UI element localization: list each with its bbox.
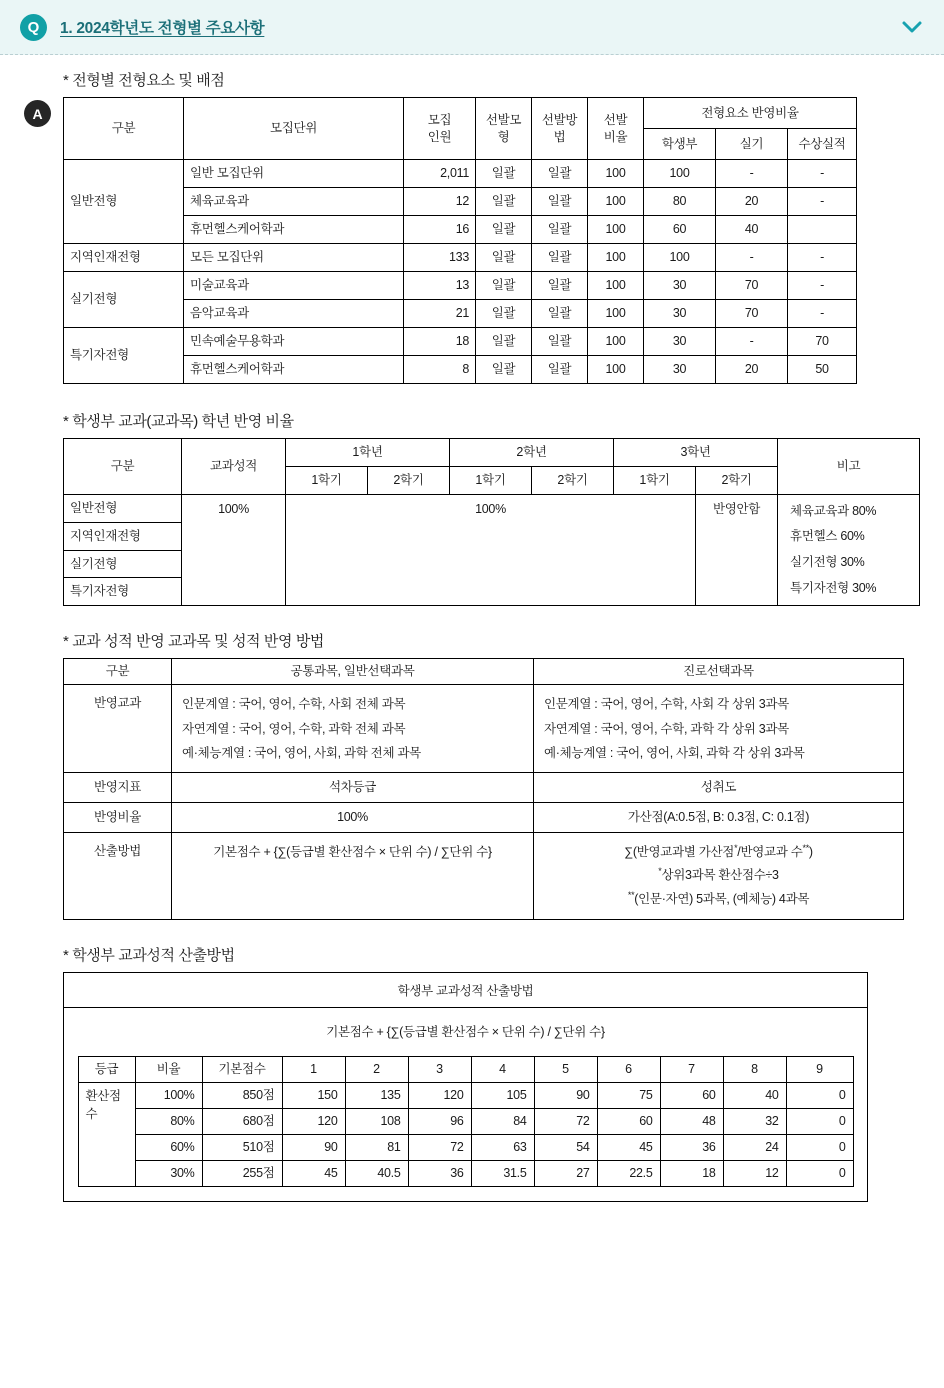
section2-title: * 학생부 교과(교과목) 학년 반영 비율 [63, 413, 294, 430]
table-row [78, 1134, 853, 1160]
remark-line: 실기전형 30% [790, 555, 865, 569]
th-quota [404, 98, 476, 160]
subject-line: 인문계열 : 국어, 영어, 수학, 사회 전체 과목 [182, 697, 406, 712]
section-admission-factors [63, 69, 918, 384]
answer-badge: A [24, 100, 51, 127]
formula-line-2 [658, 868, 778, 882]
cell-score: 36 [660, 1134, 723, 1160]
cell-ratio: 100 [588, 188, 644, 216]
th-rank-4: 4 [471, 1056, 534, 1082]
question-header-bar[interactable] [0, 0, 944, 55]
cell-base-score: 680점 [202, 1108, 282, 1134]
cell-row-label: 반영비율 [64, 803, 172, 833]
th-g3-sem1: 1학기 [614, 466, 696, 494]
cell-score: 54 [534, 1134, 597, 1160]
cell-unit: 음악교육과 [184, 300, 404, 328]
cell-score: 63 [471, 1134, 534, 1160]
th-grade-2: 2학년 [450, 439, 614, 467]
cell-quota: 2,011 [404, 160, 476, 188]
cell-quota: 8 [404, 356, 476, 384]
cell-score: 40 [723, 1082, 786, 1108]
cell-model: 일괄 [476, 328, 532, 356]
formula-part: ∑(반영교과별 가산점 [624, 845, 735, 860]
table-row [64, 494, 920, 522]
cell-ratio: 30% [135, 1160, 202, 1186]
cell-score: 108 [345, 1108, 408, 1134]
formula-sup: * [658, 866, 662, 877]
subject-line: 인문계열 : 국어, 영어, 수학, 사회 각 상위 3과목 [544, 697, 789, 712]
cell-score: 40.5 [345, 1160, 408, 1186]
th-common-subjects: 공통과목, 일반선택과목 [172, 659, 534, 685]
cell-unit: 미술교육과 [184, 272, 404, 300]
th-rank-2: 2 [345, 1056, 408, 1082]
cell-common-formula: 기본점수 + {∑(등급별 환산점수 × 단위 수) / ∑단위 수} [172, 833, 534, 919]
cell-school: 30 [644, 356, 716, 384]
cell-school: 30 [644, 272, 716, 300]
th-rank-9: 9 [786, 1056, 853, 1082]
th-award: 수상실적 [788, 129, 857, 160]
cell-quota: 16 [404, 216, 476, 244]
cell-award: - [788, 244, 857, 272]
cell-school: 100 [644, 244, 716, 272]
cell-score: 90 [282, 1134, 345, 1160]
cell-career-formula [534, 833, 904, 919]
th-career-subjects: 진로선택과목 [534, 659, 904, 685]
formula-line-3 [627, 889, 810, 906]
cell-row-label: 환산점수 [78, 1082, 135, 1186]
th-g2-sem1: 1학기 [450, 466, 532, 494]
cell-type-label: 지역인재전형 [64, 522, 182, 550]
question-badge: Q [20, 14, 47, 41]
cell-practical: 20 [716, 356, 788, 384]
cell-practical: 20 [716, 188, 788, 216]
cell-model: 일괄 [476, 216, 532, 244]
th-gubun: 구분 [64, 659, 172, 685]
cell-gubun: 지역인재전형 [64, 244, 184, 272]
cell-model: 일괄 [476, 244, 532, 272]
cell-method: 일괄 [532, 160, 588, 188]
subject-line: 예·체능계열 : 국어, 영어, 사회, 과학 전체 과목 [182, 745, 421, 760]
formula-part: ) [808, 845, 813, 860]
cell-score: 72 [534, 1108, 597, 1134]
cell-score: 81 [345, 1134, 408, 1160]
table-header-row [78, 1056, 853, 1082]
table-admission-factors [63, 97, 857, 384]
cell-score: 24 [723, 1134, 786, 1160]
cell-quota: 18 [404, 328, 476, 356]
cell-practical: - [716, 244, 788, 272]
cell-school: 30 [644, 328, 716, 356]
cell-quota: 12 [404, 188, 476, 216]
cell-method: 일괄 [532, 328, 588, 356]
remark-line: 특기자전형 30% [790, 580, 877, 595]
cell-career-indicator: 성취도 [534, 773, 904, 803]
cell-model: 일괄 [476, 188, 532, 216]
cell-quota: 133 [404, 244, 476, 272]
cell-base-score: 255점 [202, 1160, 282, 1186]
cell-score: 27 [534, 1160, 597, 1186]
cell-unit: 일반 모집단위 [184, 160, 404, 188]
formula-line-1 [624, 845, 813, 859]
th-model-line2: 형 [497, 129, 510, 144]
cell-row-label: 반영지표 [64, 773, 172, 803]
cell-award: - [788, 160, 857, 188]
cell-award: - [788, 272, 857, 300]
cell-ratio: 100% [135, 1082, 202, 1108]
th-grade: 등급 [78, 1056, 135, 1082]
cell-school: 30 [644, 300, 716, 328]
cell-practical: 40 [716, 216, 788, 244]
table-row [64, 272, 857, 300]
cell-score: 84 [471, 1108, 534, 1134]
th-g1-sem1: 1학기 [286, 466, 368, 494]
cell-ratio: 60% [135, 1134, 202, 1160]
cell-score: 22.5 [597, 1160, 660, 1186]
th-rank-3: 3 [408, 1056, 471, 1082]
cell-score: 105 [471, 1082, 534, 1108]
table-row [78, 1082, 853, 1108]
cell-gubun: 특기자전형 [64, 328, 184, 384]
formula-sup: ** [802, 843, 809, 854]
cell-merged-ratio: 100% [286, 494, 696, 606]
subject-line: 자연계열 : 국어, 영어, 수학, 과학 각 상위 3과목 [544, 721, 789, 736]
cell-score: 0 [786, 1134, 853, 1160]
table-score-conversion [78, 1056, 854, 1187]
th-practical: 실기 [716, 129, 788, 160]
table-row [64, 685, 904, 773]
th-g1-sem2: 2학기 [368, 466, 450, 494]
cell-score: 120 [408, 1082, 471, 1108]
formula-part: (인문·자연) 5과목, (예체능) 4과목 [634, 891, 810, 906]
th-subject-score: 교과성적 [182, 439, 286, 495]
subject-line: 예·체능계열 : 국어, 영어, 사회, 과학 각 상위 3과목 [544, 745, 805, 760]
cell-score: 0 [786, 1108, 853, 1134]
table-subject-method [63, 658, 904, 919]
cell-quota: 13 [404, 272, 476, 300]
cell-award: - [788, 188, 857, 216]
table-header-row [64, 98, 857, 129]
cell-award [788, 216, 857, 244]
cell-base-score: 510점 [202, 1134, 282, 1160]
cell-ratio: 80% [135, 1108, 202, 1134]
cell-model: 일괄 [476, 272, 532, 300]
cell-score: 60 [597, 1108, 660, 1134]
cell-school: 60 [644, 216, 716, 244]
th-rank-5: 5 [534, 1056, 597, 1082]
cell-score: 45 [282, 1160, 345, 1186]
chevron-down-icon[interactable] [900, 15, 924, 39]
th-ratio: 비율 [135, 1056, 202, 1082]
th-gubun: 구분 [64, 439, 182, 495]
cell-score: 150 [282, 1082, 345, 1108]
cell-unit: 민속예술무용학과 [184, 328, 404, 356]
cell-ratio: 100 [588, 356, 644, 384]
cell-school: 100 [644, 160, 716, 188]
cell-score: 60 [660, 1082, 723, 1108]
section-grade-reflection-ratio [63, 410, 918, 606]
th-school-record: 학생부 [644, 129, 716, 160]
cell-common-indicator: 석차등급 [172, 773, 534, 803]
th-base-score: 기본점수 [202, 1056, 282, 1082]
section4-title: * 학생부 교과성적 산출방법 [63, 946, 235, 964]
th-method [532, 98, 588, 160]
th-ratio [588, 98, 644, 160]
answer-content [0, 55, 944, 1222]
cell-common-ratio: 100% [172, 803, 534, 833]
cell-model: 일괄 [476, 300, 532, 328]
cell-ratio: 100 [588, 272, 644, 300]
remark-line: 체육교육과 80% [790, 503, 877, 518]
table-row [64, 328, 857, 356]
cell-score: 120 [282, 1108, 345, 1134]
cell-score: 0 [786, 1082, 853, 1108]
cell-method: 일괄 [532, 216, 588, 244]
th-unit: 모집단위 [184, 98, 404, 160]
section1-title: * 전형별 전형요소 및 배점 [63, 72, 225, 89]
section3-title: * 교과 성적 반영 교과목 및 성적 반영 방법 [63, 633, 325, 651]
th-quota-line1: 모집 [427, 112, 452, 127]
cell-gubun: 일반전형 [64, 160, 184, 244]
cell-score: 18 [660, 1160, 723, 1186]
section-score-conversion [63, 944, 918, 1202]
cell-practical: - [716, 160, 788, 188]
cell-type-label: 특기자전형 [64, 578, 182, 606]
cell-base-score: 850점 [202, 1082, 282, 1108]
table-row [64, 160, 857, 188]
cell-award: 50 [788, 356, 857, 384]
cell-ratio: 100 [588, 244, 644, 272]
section-subject-grade-method [63, 630, 918, 919]
cell-unit: 체육교육과 [184, 188, 404, 216]
cell-method: 일괄 [532, 356, 588, 384]
cell-ratio: 100 [588, 328, 644, 356]
cell-subject-score: 100% [182, 494, 286, 606]
subject-line: 자연계열 : 국어, 영어, 수학, 과학 전체 과목 [182, 721, 406, 736]
cell-ratio: 100 [588, 160, 644, 188]
cell-quota: 21 [404, 300, 476, 328]
formula-part: 상위3과목 환산점수÷3 [661, 868, 779, 883]
cell-score: 90 [534, 1082, 597, 1108]
cell-unit: 휴먼헬스케어학과 [184, 356, 404, 384]
score-box-title: 학생부 교과성적 산출방법 [64, 973, 867, 1008]
cell-score: 31.5 [471, 1160, 534, 1186]
cell-score: 12 [723, 1160, 786, 1186]
th-model-line1: 선발모 [485, 112, 522, 127]
cell-ratio: 100 [588, 300, 644, 328]
cell-type-label: 실기전형 [64, 550, 182, 578]
th-ratio-line1: 선발 [603, 112, 628, 127]
cell-score: 0 [786, 1160, 853, 1186]
formula-sup: * [734, 843, 738, 854]
cell-score: 135 [345, 1082, 408, 1108]
cell-practical: 70 [716, 300, 788, 328]
table-row [64, 803, 904, 833]
cell-method: 일괄 [532, 272, 588, 300]
cell-method: 일괄 [532, 300, 588, 328]
cell-row-label: 산출방법 [64, 833, 172, 919]
th-quota-line2: 인원 [427, 129, 452, 144]
th-rank-6: 6 [597, 1056, 660, 1082]
cell-grade3-sem2: 반영안함 [696, 494, 778, 606]
th-method-line1: 선발방 [541, 112, 578, 127]
cell-common-subjects [172, 685, 534, 773]
cell-score: 36 [408, 1160, 471, 1186]
th-method-line2: 법 [553, 129, 566, 144]
th-remark: 비고 [778, 439, 920, 495]
cell-unit: 모든 모집단위 [184, 244, 404, 272]
table-row [78, 1160, 853, 1186]
th-g3-sem2: 2학기 [696, 466, 778, 494]
cell-score: 72 [408, 1134, 471, 1160]
th-rank-1: 1 [282, 1056, 345, 1082]
th-factor-group: 전형요소 반영비율 [644, 98, 857, 129]
cell-model: 일괄 [476, 356, 532, 384]
cell-model: 일괄 [476, 160, 532, 188]
cell-gubun: 실기전형 [64, 272, 184, 328]
cell-score: 48 [660, 1108, 723, 1134]
cell-career-ratio: 가산점(A:0.5점, B: 0.3점, C: 0.1점) [534, 803, 904, 833]
table-header-row [64, 659, 904, 685]
cell-method: 일괄 [532, 244, 588, 272]
table-header-row [64, 439, 920, 467]
cell-score: 75 [597, 1082, 660, 1108]
table-row [64, 773, 904, 803]
cell-practical: 70 [716, 272, 788, 300]
cell-type-label: 일반전형 [64, 494, 182, 522]
th-model [476, 98, 532, 160]
cell-award: 70 [788, 328, 857, 356]
th-grade-3: 3학년 [614, 439, 778, 467]
remark-line: 휴먼헬스 60% [790, 529, 865, 544]
cell-remarks [778, 494, 920, 606]
cell-ratio: 100 [588, 216, 644, 244]
table-row [78, 1108, 853, 1134]
cell-unit: 휴먼헬스케어학과 [184, 216, 404, 244]
cell-school: 80 [644, 188, 716, 216]
cell-row-label: 반영교과 [64, 685, 172, 773]
cell-score: 32 [723, 1108, 786, 1134]
th-grade-1: 1학년 [286, 439, 450, 467]
th-gubun: 구분 [64, 98, 184, 160]
th-ratio-line2: 비율 [603, 129, 628, 144]
th-g2-sem2: 2학기 [532, 466, 614, 494]
cell-method: 일괄 [532, 188, 588, 216]
formula-part: /반영교과 수 [737, 845, 803, 860]
table-grade-reflection [63, 438, 920, 606]
table-row [64, 244, 857, 272]
table-row [64, 833, 904, 919]
question-title[interactable]: 1. 2024학년도 전형별 주요사항 [60, 20, 265, 37]
cell-career-subjects [534, 685, 904, 773]
cell-award: - [788, 300, 857, 328]
th-rank-8: 8 [723, 1056, 786, 1082]
score-conversion-box [63, 972, 868, 1202]
th-rank-7: 7 [660, 1056, 723, 1082]
formula-sup: ** [627, 889, 635, 900]
cell-score: 45 [597, 1134, 660, 1160]
score-box-formula: 기본점수 + {∑(등급별 환산점수 × 단위 수) / ∑단위 수} [326, 1024, 605, 1039]
cell-practical: - [716, 328, 788, 356]
cell-score: 96 [408, 1108, 471, 1134]
